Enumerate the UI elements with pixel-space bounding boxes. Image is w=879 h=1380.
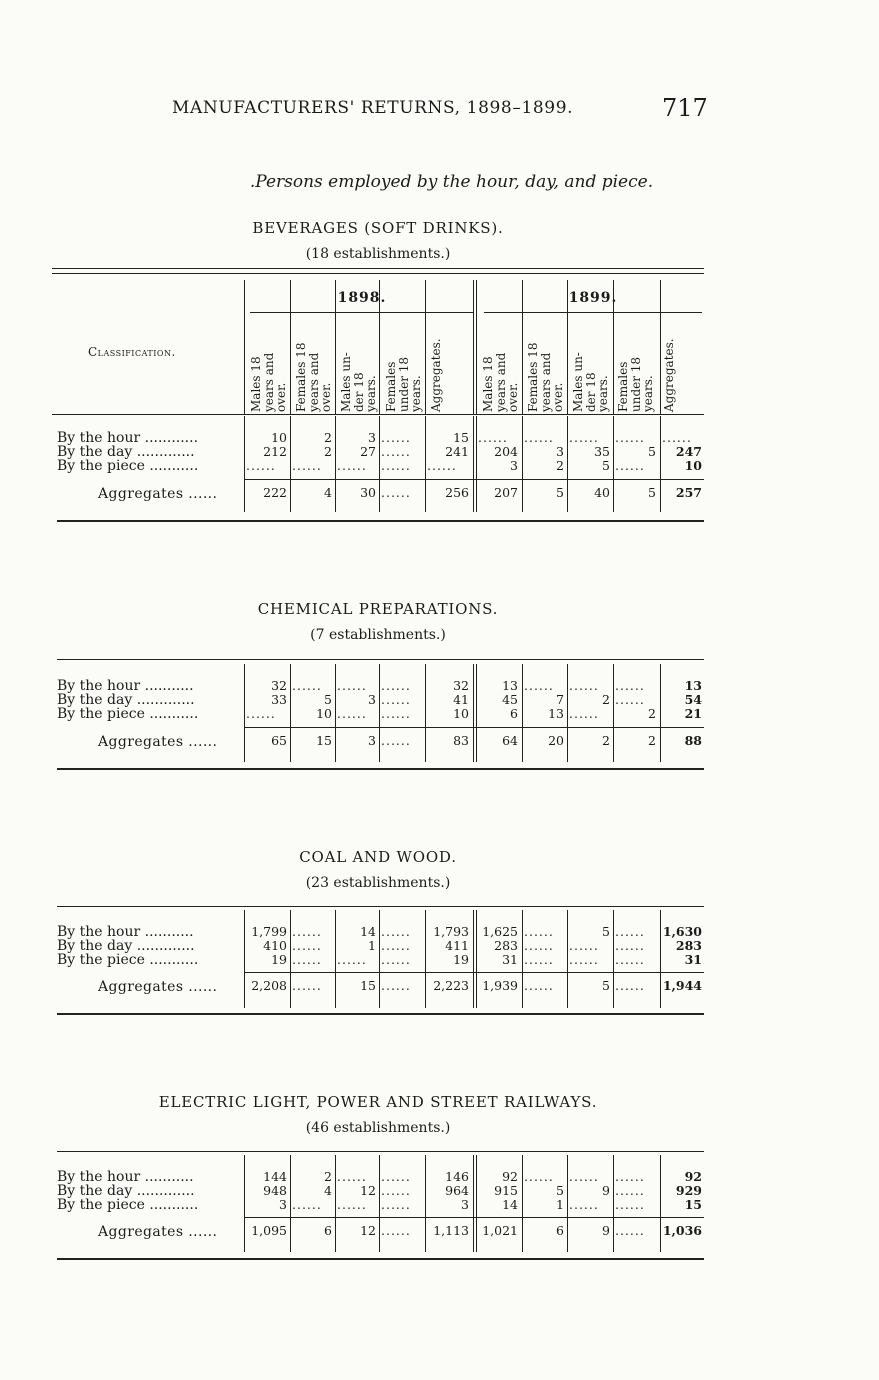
table-cell: ...... — [615, 1184, 645, 1198]
row-label: By the piece ........... — [57, 706, 199, 722]
table-cell: 204 — [494, 444, 518, 459]
table-cell: 948 — [263, 1183, 287, 1198]
column-heading-line: years. — [641, 375, 655, 412]
aggregate-cell: 20 — [548, 733, 564, 748]
aggregates-label: Aggregates ...... — [98, 486, 218, 502]
table-cell: ...... — [569, 939, 599, 953]
table-cell: 1,793 — [433, 924, 469, 939]
table-cell: 247 — [675, 444, 702, 459]
aggregates-label: Aggregates ...... — [98, 1224, 218, 1240]
aggregate-cell: 83 — [453, 733, 469, 748]
table-cell: ...... — [427, 459, 457, 473]
row-label: By the day ............. — [57, 938, 195, 954]
table-cell: 283 — [494, 938, 518, 953]
double-rule-top — [52, 268, 704, 269]
column-heading-line: Females — [384, 361, 398, 412]
page-subtitle: .Persons employed by the hour, day, and piece. — [249, 172, 654, 192]
table-cell: 2 — [324, 1169, 332, 1184]
table-cell: 5 — [324, 692, 332, 707]
row-label: By the hour ........... — [57, 678, 194, 694]
double-rule-bottom — [52, 273, 704, 274]
aggregate-cell: 1,095 — [251, 1223, 287, 1238]
table-cell: 241 — [445, 444, 469, 459]
row-label: By the hour ............ — [57, 430, 199, 446]
row-label: By the piece ........... — [57, 458, 199, 474]
aggregate-cell: 207 — [494, 485, 518, 500]
table-cell: ...... — [569, 707, 599, 721]
column-heading-line: Males 18 — [481, 356, 495, 412]
table-cell: 7 — [556, 692, 564, 707]
table-cell: ...... — [615, 431, 645, 445]
table-cell: 92 — [684, 1169, 702, 1184]
column-heading-line: years and — [261, 352, 276, 412]
column-divider — [660, 280, 661, 414]
table-cell: ...... — [292, 1198, 322, 1212]
table-cell: ...... — [524, 939, 554, 953]
aggregate-cell: ...... — [381, 1224, 411, 1238]
year-1898-heading: 1898. — [337, 290, 387, 306]
table-cell: ...... — [381, 925, 411, 939]
row-label: By the day ............. — [57, 444, 195, 460]
table-cell: 19 — [271, 952, 287, 967]
column-heading-line: Aggregates. — [662, 338, 676, 412]
table-cell: 10 — [271, 430, 287, 445]
section-title: BEVERAGES (SOFT DRINKS). — [252, 219, 504, 237]
table-cell: ...... — [615, 459, 645, 473]
column-divider — [290, 910, 291, 1008]
column-heading-line: over. — [274, 382, 288, 412]
table-cell: ...... — [615, 925, 645, 939]
table-cell: ...... — [524, 431, 554, 445]
column-divider — [613, 280, 614, 414]
table-cell: ...... — [246, 707, 276, 721]
table-cell: 10 — [684, 458, 702, 473]
table-cell: ...... — [292, 459, 322, 473]
table-cell: ...... — [524, 953, 554, 967]
table-cell: ...... — [615, 1198, 645, 1212]
aggregate-cell: 222 — [263, 485, 287, 500]
table-cell: 5 — [648, 444, 656, 459]
table-cell: ...... — [292, 939, 322, 953]
column-heading — [340, 352, 378, 412]
table-cell: 5 — [556, 1183, 564, 1198]
table-cell: 144 — [263, 1169, 287, 1184]
column-heading-line: years and — [306, 352, 321, 412]
table-cell: 964 — [445, 1183, 469, 1198]
column-heading-line: Females — [616, 361, 630, 412]
aggregate-cell: 1,021 — [482, 1223, 518, 1238]
column-heading-line: years. — [409, 375, 423, 412]
column-heading — [295, 343, 333, 413]
aggregate-cell: 1,939 — [482, 978, 518, 993]
table-bottom-rule — [57, 1013, 704, 1015]
aggregate-cell: 256 — [445, 485, 469, 500]
aggregate-rule — [244, 727, 704, 728]
table-cell: ...... — [381, 1184, 411, 1198]
table-cell: 3 — [510, 458, 518, 473]
section-count: (23 establishments.) — [305, 875, 451, 891]
table-cell: 146 — [445, 1169, 469, 1184]
row-label: By the hour ........... — [57, 1169, 194, 1185]
table-cell: ...... — [615, 939, 645, 953]
column-divider — [613, 910, 614, 1008]
aggregates-label: Aggregates ...... — [98, 734, 218, 750]
year-underline — [484, 312, 702, 313]
aggregate-cell: ...... — [381, 979, 411, 993]
table-cell: 1,630 — [662, 924, 702, 939]
table-top-rule — [57, 906, 704, 907]
table-cell: ...... — [337, 1198, 367, 1212]
column-divider — [567, 280, 568, 414]
table-cell: 3 — [556, 444, 564, 459]
column-heading-line: years. — [596, 375, 610, 412]
aggregate-cell: 88 — [684, 733, 702, 748]
aggregates-label: Aggregates ...... — [98, 979, 218, 995]
table-cell: 19 — [453, 952, 469, 967]
table-cell: ...... — [337, 679, 367, 693]
column-divider — [379, 910, 380, 1008]
column-heading-line: over. — [551, 382, 565, 412]
column-heading — [572, 352, 610, 412]
table-cell: 2 — [648, 706, 656, 721]
table-cell: 92 — [502, 1169, 518, 1184]
section-count: (18 establishments.) — [305, 246, 451, 262]
column-heading-line: years and — [493, 352, 508, 412]
table-cell: 14 — [502, 1197, 518, 1212]
table-cell: ...... — [337, 459, 367, 473]
aggregate-cell: ...... — [292, 979, 322, 993]
table-cell: 929 — [675, 1183, 702, 1198]
table-cell: ...... — [246, 459, 276, 473]
column-divider — [335, 280, 336, 414]
row-label: By the day ............. — [57, 692, 195, 708]
aggregate-cell: 2 — [648, 733, 656, 748]
row-label: By the piece ........... — [57, 952, 199, 968]
aggregate-cell: 4 — [324, 485, 332, 500]
table-cell: ...... — [381, 1198, 411, 1212]
table-cell: 45 — [502, 692, 518, 707]
table-cell: 10 — [453, 706, 469, 721]
table-cell: 32 — [453, 678, 469, 693]
aggregate-cell: 2,208 — [251, 978, 287, 993]
table-cell: 5 — [602, 924, 610, 939]
row-label: By the day ............. — [57, 1183, 195, 1199]
column-heading — [663, 338, 676, 412]
aggregate-cell: 5 — [556, 485, 564, 500]
running-head — [0, 94, 879, 128]
column-divider — [425, 280, 426, 414]
table-cell: 14 — [360, 924, 376, 939]
column-divider — [473, 280, 474, 414]
aggregate-cell: 1,113 — [433, 1223, 469, 1238]
column-divider — [290, 280, 291, 414]
column-heading — [385, 357, 423, 412]
column-heading-line: Females 18 — [526, 342, 540, 412]
table-cell: ...... — [381, 1170, 411, 1184]
aggregate-cell: ...... — [524, 979, 554, 993]
aggregate-cell: 15 — [360, 978, 376, 993]
aggregate-cell: 5 — [648, 485, 656, 500]
column-divider — [379, 664, 380, 762]
aggregate-cell: 3 — [368, 733, 376, 748]
table-cell: 13 — [502, 678, 518, 693]
table-cell: 27 — [360, 444, 376, 459]
table-cell: 21 — [684, 706, 702, 721]
column-heading — [527, 343, 565, 413]
table-cell: 4 — [324, 1183, 332, 1198]
table-cell: 2 — [556, 458, 564, 473]
column-heading-line: Aggregates. — [429, 338, 443, 412]
table-cell: 54 — [684, 692, 702, 707]
table-cell: 32 — [271, 678, 287, 693]
section-title: COAL AND WOOD. — [299, 848, 457, 866]
aggregate-cell: ...... — [381, 486, 411, 500]
table-cell: ...... — [524, 679, 554, 693]
table-cell: ...... — [337, 1170, 367, 1184]
table-cell: ...... — [478, 431, 508, 445]
table-cell: ...... — [615, 693, 645, 707]
table-cell: ...... — [381, 679, 411, 693]
aggregate-cell: 12 — [360, 1223, 376, 1238]
aggregate-cell: ...... — [615, 1224, 645, 1238]
table-cell: 3 — [368, 430, 376, 445]
aggregate-cell: 9 — [602, 1223, 610, 1238]
table-cell: 13 — [548, 706, 564, 721]
running-title: MANUFACTURERS' RETURNS, 1898–1899. — [172, 98, 574, 118]
table-cell: 2 — [324, 444, 332, 459]
table-cell: ...... — [381, 431, 411, 445]
table-cell: ...... — [381, 953, 411, 967]
column-heading-line: under 18 — [396, 356, 411, 412]
section-count: (7 establishments.) — [310, 627, 446, 643]
table-cell: 13 — [684, 678, 702, 693]
table-cell: ...... — [569, 953, 599, 967]
table-top-rule — [57, 659, 704, 660]
aggregate-cell: 2,223 — [433, 978, 469, 993]
table-cell: 283 — [675, 938, 702, 953]
column-heading-line: over. — [506, 382, 520, 412]
table-cell: 2 — [324, 430, 332, 445]
column-divider — [522, 280, 523, 414]
table-cell: 2 — [602, 692, 610, 707]
aggregate-cell: ...... — [615, 979, 645, 993]
table-cell: ...... — [292, 925, 322, 939]
table-cell: 5 — [602, 458, 610, 473]
table-cell: 9 — [602, 1183, 610, 1198]
table-cell: ...... — [292, 953, 322, 967]
table-cell: ...... — [569, 679, 599, 693]
table-cell: ...... — [524, 925, 554, 939]
table-cell: 212 — [263, 444, 287, 459]
table-cell: 6 — [510, 706, 518, 721]
table-bottom-rule — [57, 768, 704, 770]
column-heading-line: Females 18 — [294, 342, 308, 412]
table-cell: 1,799 — [251, 924, 287, 939]
page-number: 717 — [662, 94, 708, 122]
column-heading — [430, 338, 443, 412]
table-cell: 15 — [684, 1197, 702, 1212]
aggregate-cell: 15 — [316, 733, 332, 748]
table-bottom-rule — [57, 520, 704, 522]
column-heading-line: years and — [538, 352, 553, 412]
table-cell: 35 — [594, 444, 610, 459]
column-heading — [617, 357, 655, 412]
table-cell: ...... — [524, 1170, 554, 1184]
column-divider — [522, 910, 523, 1008]
table-cell: ...... — [381, 707, 411, 721]
aggregate-rule — [244, 1217, 704, 1218]
aggregate-cell: 64 — [502, 733, 518, 748]
column-heading-line: over. — [319, 382, 333, 412]
table-cell: ...... — [337, 953, 367, 967]
table-cell: 10 — [316, 706, 332, 721]
aggregate-cell: 40 — [594, 485, 610, 500]
table-cell: 41 — [453, 692, 469, 707]
table-cell: ...... — [381, 693, 411, 707]
row-label: By the piece ........... — [57, 1197, 199, 1213]
column-heading-line: der 18 — [351, 372, 366, 412]
table-cell: ...... — [569, 1198, 599, 1212]
column-divider — [476, 280, 477, 414]
table-cell: ...... — [615, 679, 645, 693]
table-cell: 3 — [279, 1197, 287, 1212]
column-divider — [244, 280, 245, 414]
table-cell: 3 — [368, 692, 376, 707]
column-divider — [613, 1155, 614, 1252]
section-title: CHEMICAL PREPARATIONS. — [257, 600, 499, 618]
year-1899-heading: 1899. — [568, 290, 618, 306]
column-heading-line: Males 18 — [249, 356, 263, 412]
aggregate-cell: 257 — [675, 485, 702, 500]
column-heading-line: Males un- — [571, 352, 585, 412]
table-cell: 31 — [684, 952, 702, 967]
table-cell: ...... — [381, 445, 411, 459]
table-bottom-rule — [57, 1258, 704, 1260]
column-heading-line: years. — [364, 375, 378, 412]
aggregate-cell: 30 — [360, 485, 376, 500]
table-top-rule — [57, 1151, 704, 1152]
table-cell: 1,625 — [482, 924, 518, 939]
table-cell: 410 — [263, 938, 287, 953]
table-cell: ...... — [381, 459, 411, 473]
column-heading — [482, 353, 520, 412]
table-cell: 1 — [368, 938, 376, 953]
aggregate-rule — [244, 972, 704, 973]
column-heading — [250, 353, 288, 412]
table-cell: 33 — [271, 692, 287, 707]
table-cell: ...... — [569, 1170, 599, 1184]
table-cell: 12 — [360, 1183, 376, 1198]
column-divider — [379, 280, 380, 414]
aggregate-cell: 6 — [324, 1223, 332, 1238]
section-title: ELECTRIC LIGHT, POWER AND STREET RAILWAYS. — [158, 1093, 598, 1111]
column-divider — [379, 1155, 380, 1252]
table-cell: ...... — [337, 707, 367, 721]
table-cell: ...... — [381, 939, 411, 953]
column-heading-line: under 18 — [628, 356, 643, 412]
section-count: (46 establishments.) — [305, 1120, 451, 1136]
aggregate-cell: 1,944 — [662, 978, 702, 993]
aggregate-rule — [244, 479, 704, 480]
row-label: By the hour ........... — [57, 924, 194, 940]
column-heading-line: Males un- — [339, 352, 353, 412]
year-underline — [250, 312, 474, 313]
header-rule — [52, 414, 704, 415]
table-cell: ...... — [662, 431, 692, 445]
table-cell: 411 — [445, 938, 469, 953]
column-heading-line: der 18 — [583, 372, 598, 412]
aggregate-cell: 1,036 — [662, 1223, 702, 1238]
table-cell: ...... — [569, 431, 599, 445]
table-cell: 3 — [461, 1197, 469, 1212]
aggregate-cell: ...... — [381, 734, 411, 748]
table-cell: ...... — [292, 679, 322, 693]
aggregate-cell: 65 — [271, 733, 287, 748]
column-divider — [379, 416, 380, 512]
table-cell: 1 — [556, 1197, 564, 1212]
aggregate-cell: 5 — [602, 978, 610, 993]
table-cell: ...... — [615, 1170, 645, 1184]
aggregate-cell: 2 — [602, 733, 610, 748]
table-cell: 915 — [494, 1183, 518, 1198]
table-cell: 31 — [502, 952, 518, 967]
table-cell: 15 — [453, 430, 469, 445]
aggregate-cell: 6 — [556, 1223, 564, 1238]
table-cell: ...... — [615, 953, 645, 967]
classification-heading: Classification. — [88, 345, 176, 359]
